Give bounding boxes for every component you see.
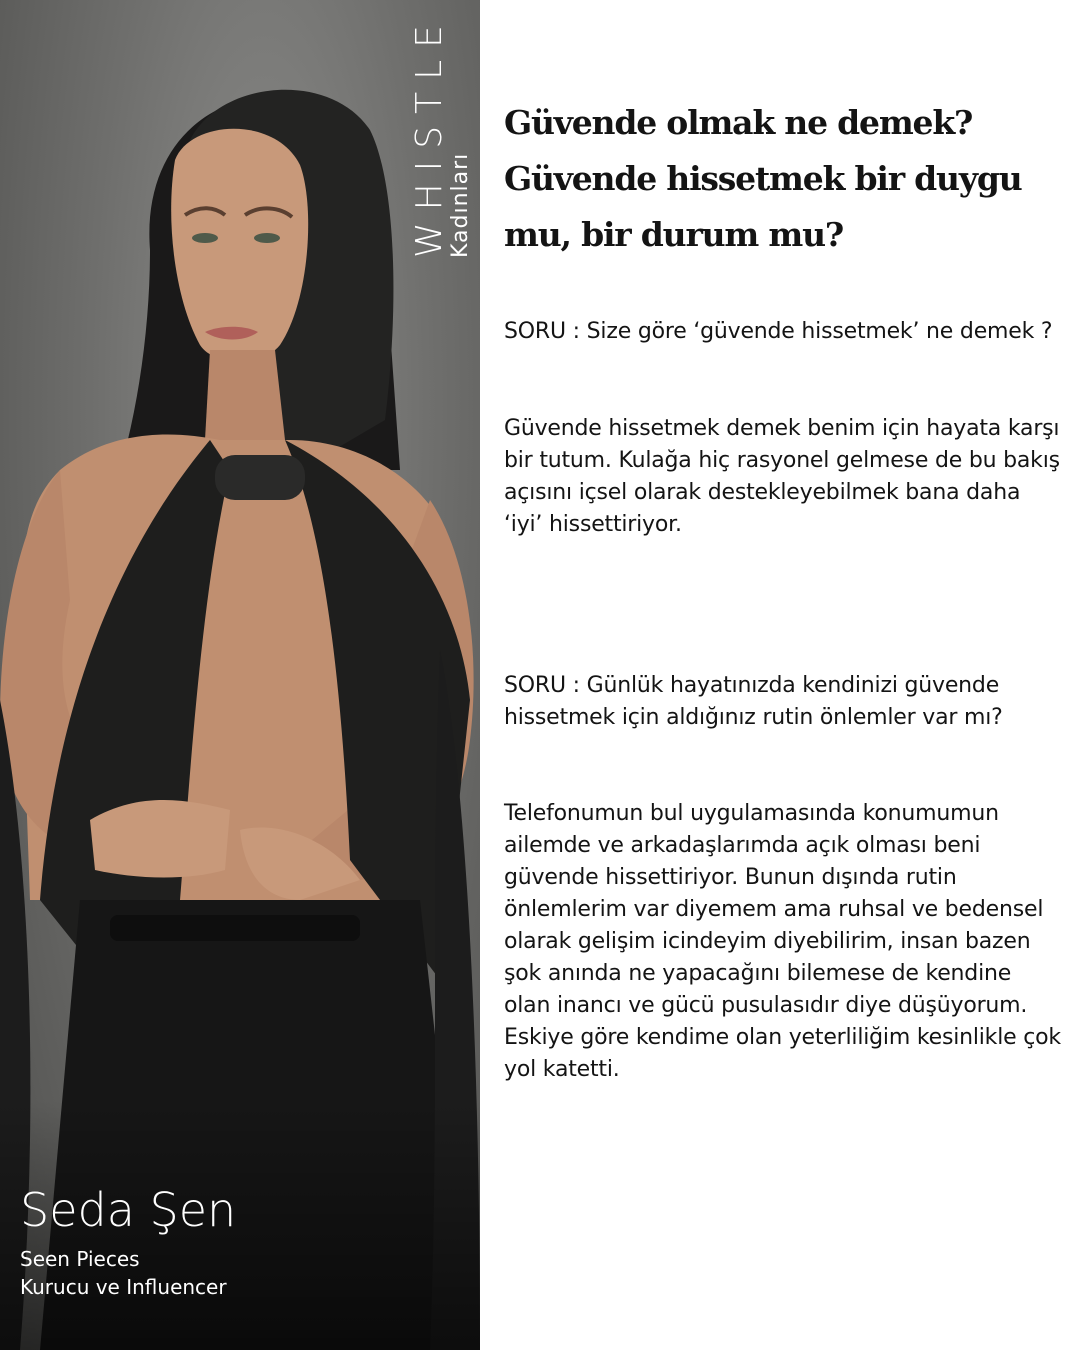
question-1: SORU : Size göre ‘güvende hissetmek’ ne demek ? <box>504 319 1053 344</box>
person-role: Kurucu ve Influencer <box>20 1275 227 1299</box>
answer-2: Telefonumun bul uygulamasında konumumun ailemde ve arkadaşlarımda açık olması beni güvende hissettiriyor. Bunun dışında rutin önlemlerim var diyemem ama ruhsal ve bedensel olarak gelişim icindeyim diyebilirim, insan bazen şok anında ne yapacağını bilemese de kendine olan inancı ve gücü pusulasıdır diye düşüyorum. Eskiye göre kendime olan yeterliliğim kesinlikle çok yol katetti. <box>504 801 1061 1082</box>
person-company: Seen Pieces <box>20 1247 140 1271</box>
brand-subtitle: Kadınları <box>448 152 473 258</box>
belt <box>110 915 360 941</box>
eye-right <box>254 233 280 243</box>
left-hand <box>90 800 230 878</box>
face <box>171 129 308 361</box>
eye-left <box>192 233 218 243</box>
halter-collar <box>215 455 305 500</box>
neck <box>205 350 285 440</box>
person-name: Seda Şen <box>20 1183 237 1237</box>
brand-logo <box>410 0 480 258</box>
portrait-photo <box>0 0 480 1350</box>
portrait-illustration <box>0 0 480 1350</box>
interview-content <box>504 95 1064 1082</box>
question-2: SORU : Günlük hayatınızda kendinizi güvende hissetmek için aldığınız rutin önlemler var mı? <box>504 673 1003 730</box>
brand-name: WHISTLE <box>409 13 450 258</box>
headline: Güvende olmak ne demek? Güvende hissetmek bir duygu mu, bir durum mu? <box>504 103 1022 254</box>
answer-1: Güvende hissetmek demek benim için hayata karşı bir tutum. Kulağa hiç rasyonel gelmese de bu bakış açısını içsel olarak destekleyebilmek bana daha ‘iyi’ hissettiriyor. <box>504 416 1060 537</box>
